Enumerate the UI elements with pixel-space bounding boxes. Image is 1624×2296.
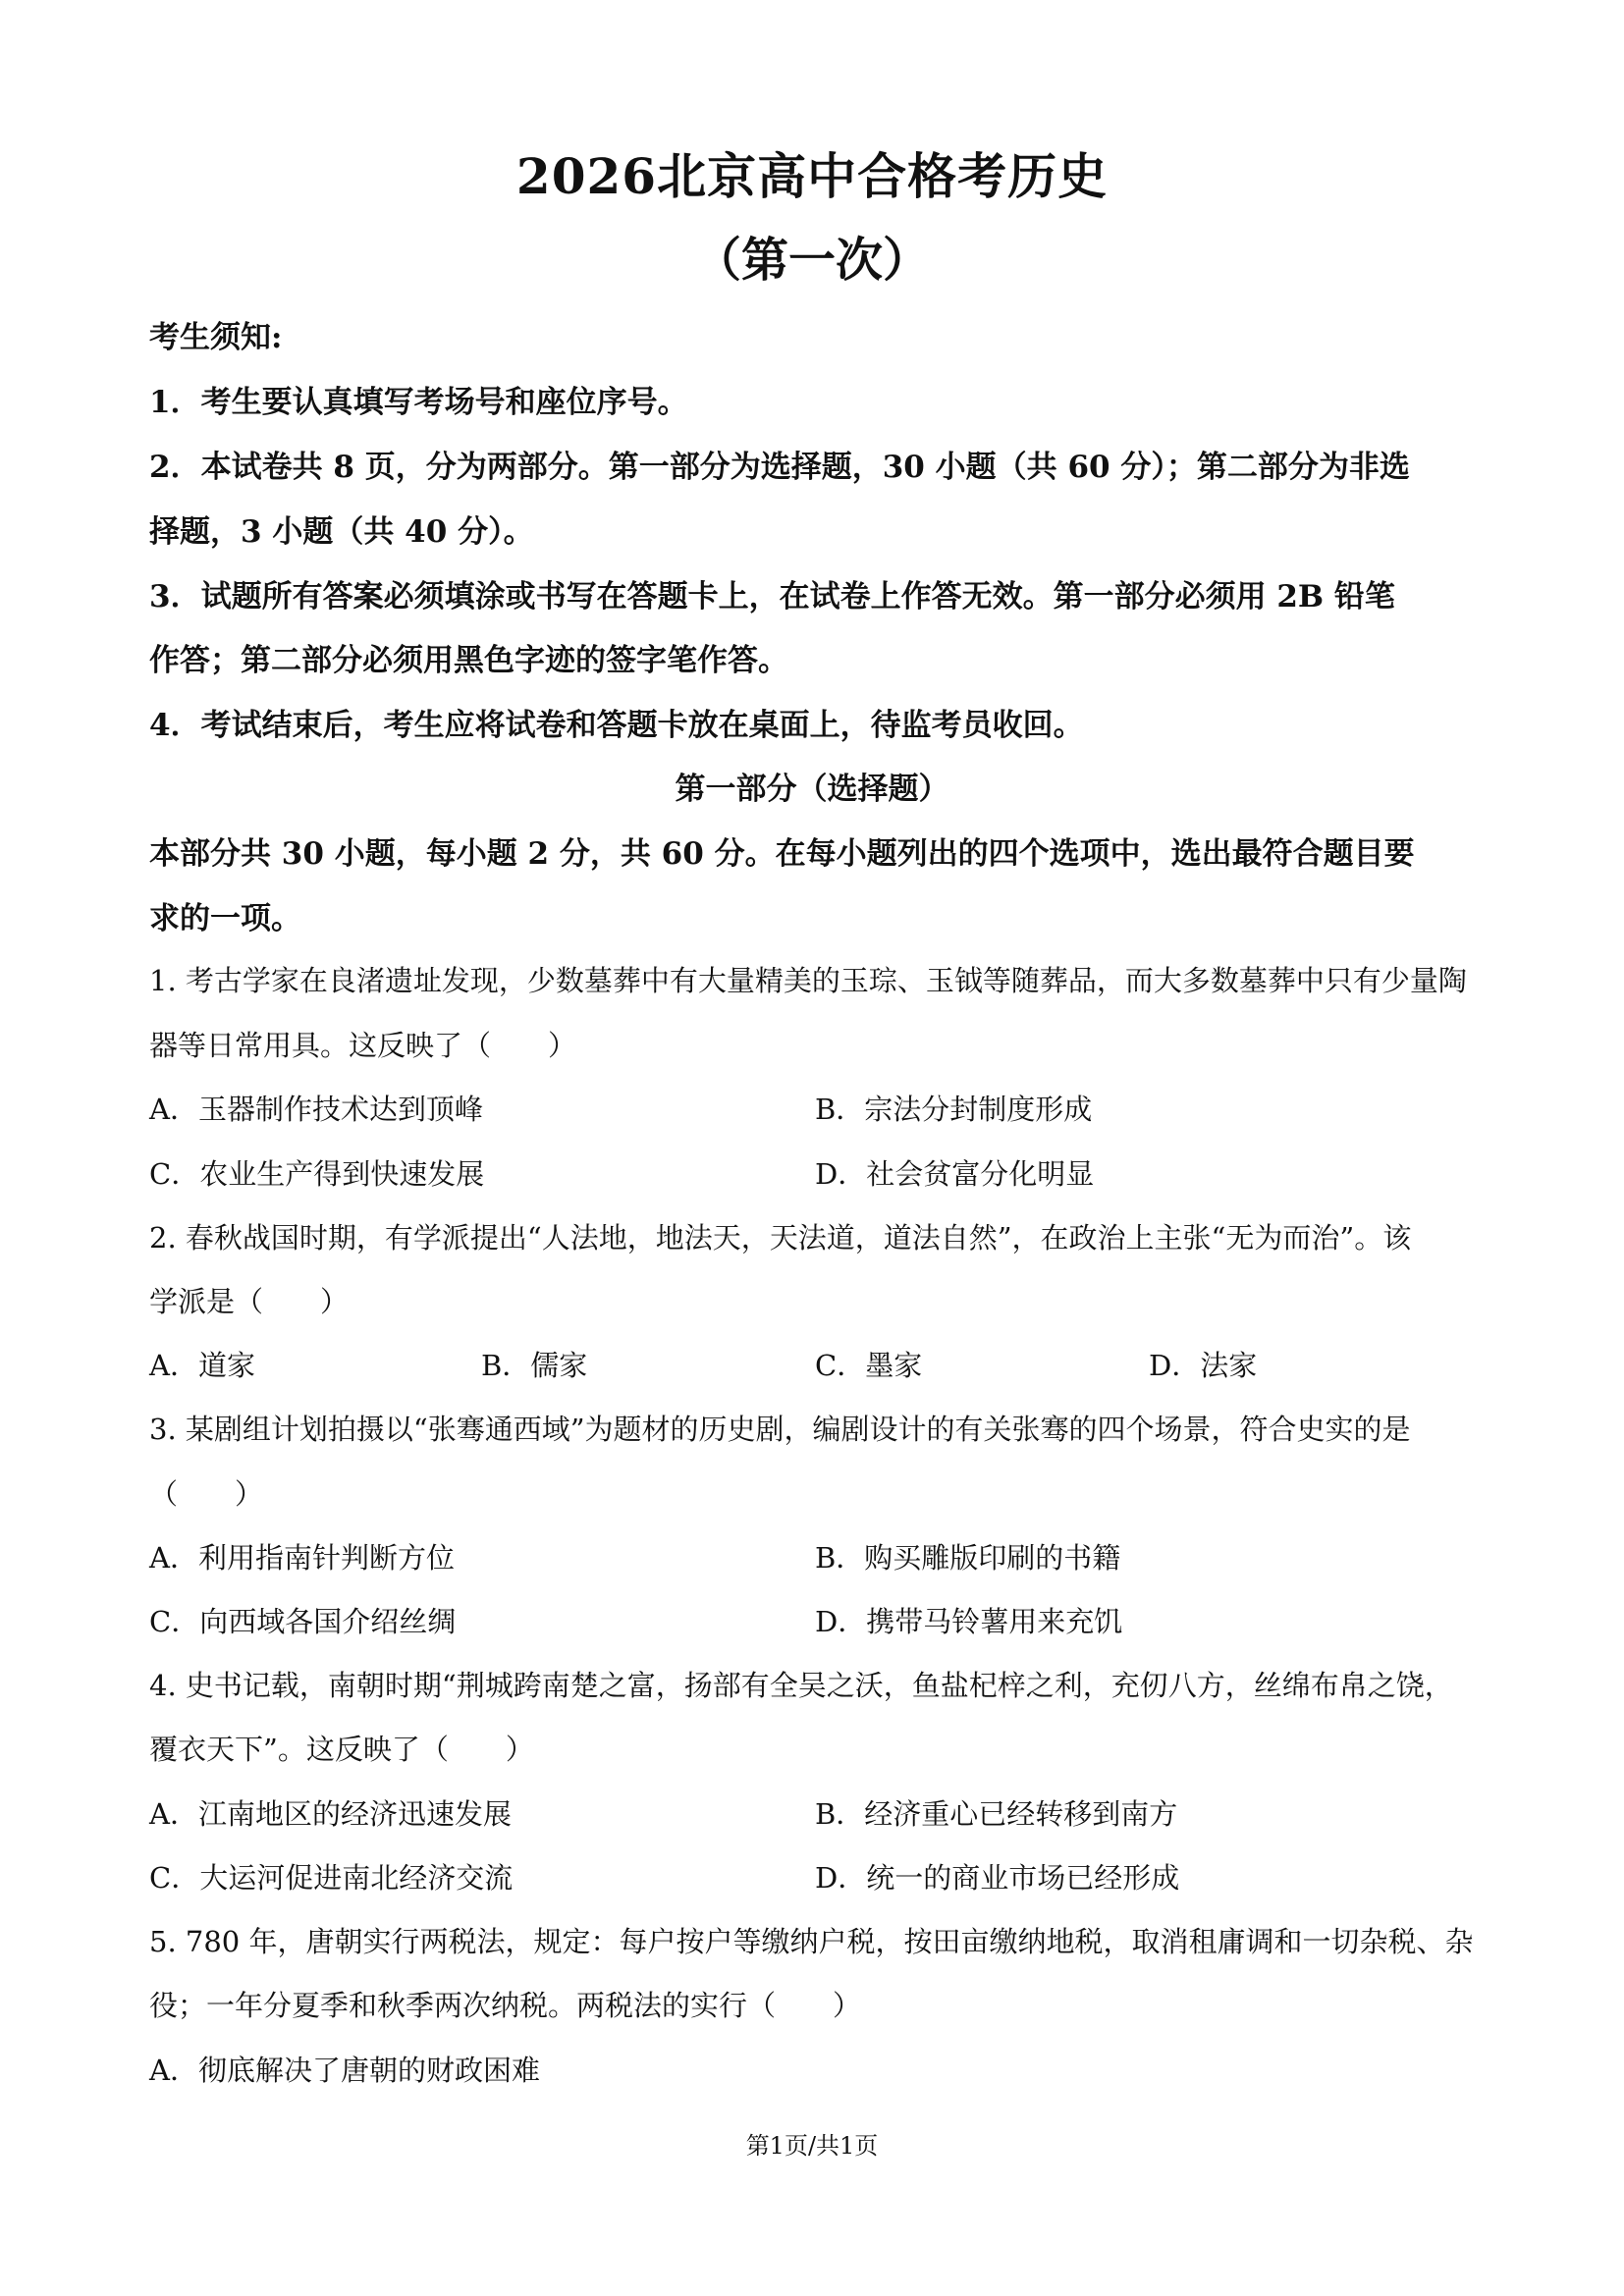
option-a: A．彻底解决了唐朝的财政困难 <box>149 2054 540 2087</box>
question-1-stem: 1. 考古学家在良渚遗址发现，少数墓葬中有大量精美的玉琮、玉钺等随葬品，而大多数墓葬中只有少量陶 <box>149 964 1467 997</box>
option-a: A．道家 <box>149 1349 255 1382</box>
part1-intro: 本部分共 30 小题，每小题 2 分，共 60 分。在每小题列出的四个选项中，选出最符合题目要 <box>149 836 1415 872</box>
notice-item: 1．考生要认真填写考场号和座位序号。 <box>149 385 688 420</box>
option-d: D．社会贫富分化明显 <box>815 1157 1095 1191</box>
notice-item: 3．试题所有答案必须填涂或书写在答题卡上，在试卷上作答无效。第一部分必须用 2B 铅笔 <box>149 579 1395 614</box>
option-b: B．经济重心已经转移到南方 <box>815 1797 1178 1831</box>
question-4-stem: 4. 史书记载，南朝时期“荆城跨南楚之富，扬部有全吴之沃，鱼盐杞梓之利，充仞八方，丝绵布帛之饶， <box>149 1669 1453 1702</box>
page-footer: 第1页/共1页 <box>745 2132 879 2160</box>
option-c: C．农业生产得到快速发展 <box>149 1157 485 1191</box>
question-2-stem: 2. 春秋战国时期，有学派提出“人法地，地法天，天法道，道法自然”，在政治上主张“无为而治”。该 <box>149 1221 1412 1255</box>
part1-intro: 求的一项。 <box>149 901 301 936</box>
question-2-stem: 学派是（ ） <box>149 1285 350 1318</box>
question-1-stem: 器等日常用具。这反映了（ ） <box>149 1029 577 1062</box>
question-3-stem: （ ） <box>149 1477 264 1511</box>
option-b: B．宗法分封制度形成 <box>815 1093 1093 1126</box>
notice-item: 4．考试结束后，考生应将试卷和答题卡放在桌面上，待监考员收回。 <box>149 708 1084 743</box>
option-b: B．儒家 <box>481 1349 588 1382</box>
notice-item: 2．本试卷共 8 页，分为两部分。第一部分为选择题，30 小题（共 60 分）；第二部分为非选 <box>149 450 1410 485</box>
question-3-stem: 3. 某剧组计划拍摄以“张骞通西域”为题材的历史剧，编剧设计的有关张骞的四个场景，符合史实的是 <box>149 1413 1411 1446</box>
exam-title: 2026北京高中合格考历史 <box>515 147 1109 205</box>
option-d: D．法家 <box>1149 1349 1258 1382</box>
question-5-stem: 役；一年分夏季和秋季两次纳税。两税法的实行（ ） <box>149 1989 862 2022</box>
question-4-stem: 覆衣天下”。这反映了（ ） <box>149 1733 534 1766</box>
option-a: A．玉器制作技术达到顶峰 <box>149 1093 483 1126</box>
notice-heading: 考生须知: <box>149 320 283 355</box>
option-c: C．大运河促进南北经济交流 <box>149 1861 514 1895</box>
option-a: A．利用指南针判断方位 <box>149 1541 455 1575</box>
option-b: B．购买雕版印刷的书籍 <box>815 1541 1121 1575</box>
question-5-stem: 5. 780 年，唐朝实行两税法，规定：每户按户等缴纳户税，按田亩缴纳地税，取消租庸调和一切杂税、杂 <box>149 1925 1474 1958</box>
notice-item: 作答；第二部分必须用黑色字迹的签字笔作答。 <box>149 643 788 678</box>
exam-subtitle: （第一次） <box>693 233 930 288</box>
option-c: C．向西域各国介绍丝绸 <box>149 1605 457 1638</box>
notice-item: 择题，3 小题（共 40 分）。 <box>149 514 534 550</box>
option-d: D．统一的商业市场已经形成 <box>815 1861 1180 1895</box>
option-d: D．携带马铃薯用来充饥 <box>815 1605 1123 1638</box>
option-c: C．墨家 <box>815 1349 923 1382</box>
option-a: A．江南地区的经济迅速发展 <box>149 1797 512 1831</box>
part1-heading: 第一部分（选择题） <box>675 772 949 807</box>
